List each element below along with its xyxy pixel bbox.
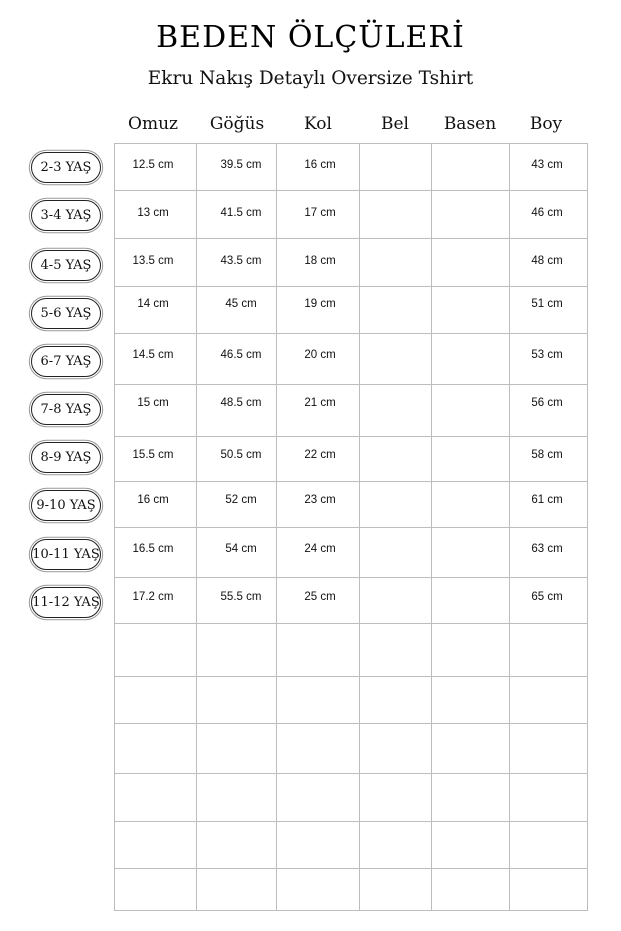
cell-boy: 48 cm [531,255,563,267]
grid-row-line [114,143,588,144]
grid-row-line [114,190,588,191]
size-label: 10-11 YAŞ [31,539,101,570]
grid-row-line [114,773,588,774]
cell-boy: 53 cm [531,349,563,361]
grid-row-line [114,868,588,869]
cell-omuz: 16.5 cm [132,543,174,555]
column-header-boy: Boy [529,114,563,134]
cell-gogus: 45 cm [225,298,257,310]
size-label: 6-7 YAŞ [31,346,101,377]
cell-kol: 16 cm [304,159,336,171]
cell-boy: 61 cm [531,494,563,506]
size-label: 8-9 YAŞ [31,442,101,473]
page-title: BEDEN ÖLÇÜLERİ [156,20,465,55]
size-label: 3-4 YAŞ [31,200,101,231]
cell-gogus: 52 cm [225,494,257,506]
cell-boy: 56 cm [531,397,563,409]
cell-gogus: 54 cm [225,543,257,555]
grid-row-line [114,333,588,334]
column-header-kol: Kol [304,114,332,134]
size-label: 2-3 YAŞ [31,152,101,183]
cell-boy: 51 cm [531,298,563,310]
grid-row-line [114,436,588,437]
grid-row-line [114,821,588,822]
cell-omuz: 12.5 cm [132,159,174,171]
cell-kol: 19 cm [304,298,336,310]
cell-omuz: 17.2 cm [132,591,174,603]
grid-row-line [114,481,588,482]
cell-omuz: 15 cm [137,397,169,409]
column-header-basen: Basen [443,114,497,134]
cell-kol: 18 cm [304,255,336,267]
cell-boy: 43 cm [531,159,563,171]
cell-gogus: 41.5 cm [220,207,262,219]
cell-boy: 63 cm [531,543,563,555]
grid-row-line [114,384,588,385]
cell-omuz: 13.5 cm [132,255,174,267]
cell-kol: 20 cm [304,349,336,361]
size-label: 5-6 YAŞ [31,298,101,329]
cell-omuz: 15.5 cm [132,449,174,461]
grid-row-line [114,527,588,528]
size-label: 7-8 YAŞ [31,394,101,425]
cell-omuz: 14 cm [137,298,169,310]
cell-kol: 17 cm [304,207,336,219]
column-header-gogus: Göğüs [209,114,265,134]
grid-row-line [114,723,588,724]
cell-gogus: 46.5 cm [220,349,262,361]
cell-gogus: 43.5 cm [220,255,262,267]
cell-kol: 21 cm [304,397,336,409]
cell-kol: 24 cm [304,543,336,555]
cell-kol: 23 cm [304,494,336,506]
cell-kol: 25 cm [304,591,336,603]
size-label: 9-10 YAŞ [31,490,101,521]
cell-gogus: 48.5 cm [220,397,262,409]
column-header-omuz: Omuz [128,114,178,134]
size-label: 4-5 YAŞ [31,250,101,281]
cell-omuz: 13 cm [137,207,169,219]
cell-boy: 58 cm [531,449,563,461]
cell-gogus: 55.5 cm [220,591,262,603]
grid-row-line [114,286,588,287]
cell-boy: 46 cm [531,207,563,219]
grid-row-line [114,910,588,911]
column-header-bel: Bel [381,114,409,134]
cell-boy: 65 cm [531,591,563,603]
grid-row-line [114,238,588,239]
product-subtitle: Ekru Nakış Detaylı Oversize Tshirt [147,68,474,89]
cell-omuz: 16 cm [137,494,169,506]
cell-omuz: 14.5 cm [132,349,174,361]
size-label: 11-12 YAŞ [31,587,101,618]
grid-row-line [114,623,588,624]
cell-kol: 22 cm [304,449,336,461]
cell-gogus: 50.5 cm [220,449,262,461]
grid-row-line [114,676,588,677]
cell-gogus: 39.5 cm [220,159,262,171]
grid-row-line [114,577,588,578]
